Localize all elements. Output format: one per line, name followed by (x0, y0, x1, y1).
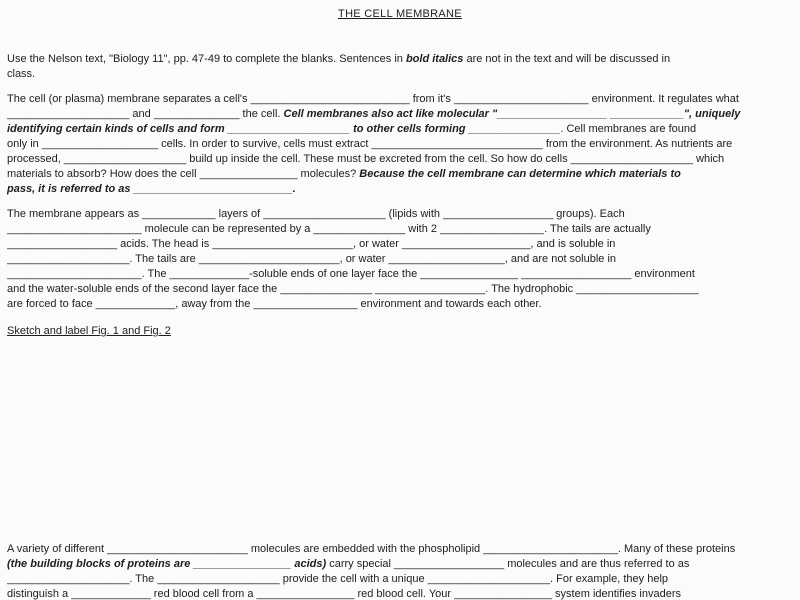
answer-blank: _________________ (253, 298, 358, 310)
emphasis-text: ", uniquely (683, 108, 741, 120)
text-run: . The (141, 268, 170, 280)
text-run: from it's (409, 93, 454, 105)
answer-blank: ____________________ (63, 153, 187, 165)
answer-blank: ________________ (454, 588, 552, 600)
answer-blank: ________________ (420, 268, 519, 280)
text-run: are forced to face (7, 298, 96, 310)
answer-blank: ________________ (193, 558, 292, 570)
text-line (7, 92, 793, 107)
text-run: . Cell membranes are found (560, 123, 697, 135)
text-run: provide the cell with a unique (279, 573, 428, 585)
text-run: environment. It regulates what (588, 93, 739, 105)
answer-blank: ____________________ (7, 573, 130, 585)
text-line (7, 572, 793, 587)
answer-blank: _____________ (95, 298, 176, 310)
answer-blank: __________________________ (250, 93, 410, 105)
text-run: with 2 (405, 223, 441, 235)
answer-blank: _______________ (313, 223, 406, 235)
emphasis-text: bold italics (405, 53, 464, 65)
answer-blank: _______________________ (107, 543, 248, 555)
text-line (7, 282, 793, 297)
text-run: environment (631, 268, 695, 280)
text-run: system identifies invaders (552, 588, 681, 600)
text-run: The membrane appears as (7, 208, 143, 220)
answer-blank: _______________________ (212, 238, 354, 250)
emphasis-text: Cell membranes also act like molecular " (283, 108, 498, 120)
text-line (7, 297, 793, 312)
answer-blank: ____________________ (227, 123, 351, 135)
emphasis-text: (the building blocks of proteins are (7, 558, 194, 570)
text-run: red blood cell from a (150, 588, 257, 600)
text-line (7, 152, 793, 167)
text-line (7, 167, 793, 182)
text-run: molecules? (297, 168, 360, 180)
answer-blank: ____________ (142, 208, 216, 220)
text-run: layers of (215, 208, 264, 220)
answer-blank: _____________ (71, 588, 151, 600)
text-line (7, 122, 793, 137)
answer-blank: ______________ (153, 108, 240, 120)
answer-blank: _______________ (280, 283, 373, 295)
text-run: the cell. (239, 108, 284, 120)
emphasis-text: pass, it is referred to as (7, 183, 134, 195)
text-line (7, 182, 793, 197)
answer-blank: ________________ (256, 588, 355, 600)
text-run: distinguish a (7, 588, 72, 600)
sketch-instruction (7, 324, 793, 339)
text-run: . Many of these proteins (617, 543, 736, 555)
text-run: acids. The head is (117, 238, 213, 250)
answer-blank: ______________________ (483, 543, 618, 555)
text-run: and (129, 108, 154, 120)
text-line (7, 137, 793, 152)
text-run: only in (7, 138, 42, 150)
text-run: . The tails are (129, 253, 199, 265)
answer-blank: ____________________ (427, 573, 550, 585)
text-run: , or water (339, 253, 389, 265)
emphasis-text: acids) (291, 558, 327, 570)
answer-blank: ___________________ (388, 253, 505, 265)
text-run: (lipids with (385, 208, 444, 220)
answer-blank: _______________________ (198, 253, 340, 265)
answer-blank: ____________________ (576, 283, 699, 295)
paragraph-membrane-proteins (7, 542, 793, 600)
text-run: processed, (7, 153, 64, 165)
text-run: environment and towards each other. (357, 298, 542, 310)
text-run: molecules are embedded with the phospholipid (247, 543, 484, 555)
text-run: Use the Nelson text, "Biology 11", pp. 47-49 to complete the blanks. Sentences in (7, 53, 406, 65)
answer-blank: _____________ (169, 268, 250, 280)
worksheet-body (7, 52, 793, 600)
text-line (7, 67, 793, 82)
text-run: from the environment. As nutrients are (542, 138, 733, 150)
text-run: , or water (353, 238, 402, 250)
answer-blank: _________________ (440, 223, 545, 235)
text-run: groups). Each (553, 208, 625, 220)
emphasis-text: Because the cell membrane can determine which materials to (359, 168, 681, 180)
text-run: build up inside the cell. These must be excreted from the cell. So how do cells (186, 153, 571, 165)
text-run: red blood cell. Your (354, 588, 455, 600)
text-line (7, 557, 793, 572)
answer-blank: ____________ (610, 108, 684, 120)
text-line (7, 237, 793, 252)
answer-blank: ____________________ (570, 153, 693, 165)
text-run: which (692, 153, 725, 165)
answer-blank: __________________ (7, 238, 118, 250)
text-run: . For example, they help (550, 573, 669, 585)
answer-blank: __________________ (394, 558, 505, 570)
answer-blank: ______________________ (453, 93, 589, 105)
answer-blank: _______________ (468, 123, 561, 135)
text-line (7, 52, 793, 67)
text-line (7, 587, 793, 600)
title-row (7, 7, 793, 22)
answer-blank: ______________________ (7, 268, 142, 280)
instructions (7, 52, 793, 82)
text-run: cells. In order to survive, cells must extract (158, 138, 372, 150)
text-line (7, 207, 793, 222)
text-line (7, 222, 793, 237)
answer-blank: ______________________ (7, 223, 142, 235)
text-run: and the water-soluble ends of the second layer face the (7, 283, 281, 295)
text-run: . The (129, 573, 158, 585)
answer-blank: __________________________ (133, 183, 293, 195)
answer-blank: ___________________ (41, 138, 159, 150)
emphasis-text: identifying certain kinds of cells and form (7, 123, 228, 135)
text-run: . The hydrophobic (485, 283, 577, 295)
text-run: carry special (326, 558, 395, 570)
answer-blank: __________________ (521, 268, 632, 280)
text-run: are not in the text and will be discussed in (463, 53, 671, 65)
text-run: molecules and are thus referred to as (504, 558, 690, 570)
worksheet-title: THE CELL MEMBRANE (338, 8, 462, 20)
text-run: The cell (or plasma) membrane separates a cell's (7, 93, 251, 105)
answer-blank: __________________ (375, 283, 486, 295)
text-line (7, 107, 793, 122)
answer-blank: ____________________________ (371, 138, 543, 150)
answer-blank: _____________________ (401, 238, 531, 250)
text-line (7, 542, 793, 557)
emphasis-text: to other cells forming (350, 123, 469, 135)
text-line (7, 267, 793, 282)
emphasis-text: . (292, 183, 296, 195)
answer-blank: ____________________ (157, 573, 280, 585)
text-run: materials to absorb? How does the cell (7, 168, 200, 180)
text-run: A variety of different (7, 543, 108, 555)
answer-blank: ____________________ (7, 108, 130, 120)
text-run: molecule can be represented by a (141, 223, 314, 235)
text-run: -soluble ends of one layer face the (249, 268, 421, 280)
paragraph-membrane-function (7, 92, 793, 197)
text-line (7, 324, 793, 339)
text-run: , and are not soluble in (504, 253, 617, 265)
text-run: , and is soluble in (530, 238, 616, 250)
text-line (7, 252, 793, 267)
answer-blank: ________________ (199, 168, 298, 180)
answer-blank: __________________ (443, 208, 554, 220)
text-run: . The tails are actually (544, 223, 651, 235)
paragraph-membrane-structure (7, 207, 793, 312)
answer-blank: ____________________ (263, 208, 386, 220)
text-run: class. (7, 68, 36, 80)
text-run: , away from the (175, 298, 254, 310)
text-run: Sketch and label Fig. 1 and Fig. 2 (7, 325, 171, 337)
answer-blank: ____________________ (7, 253, 130, 265)
answer-blank: __________________ (497, 108, 608, 120)
